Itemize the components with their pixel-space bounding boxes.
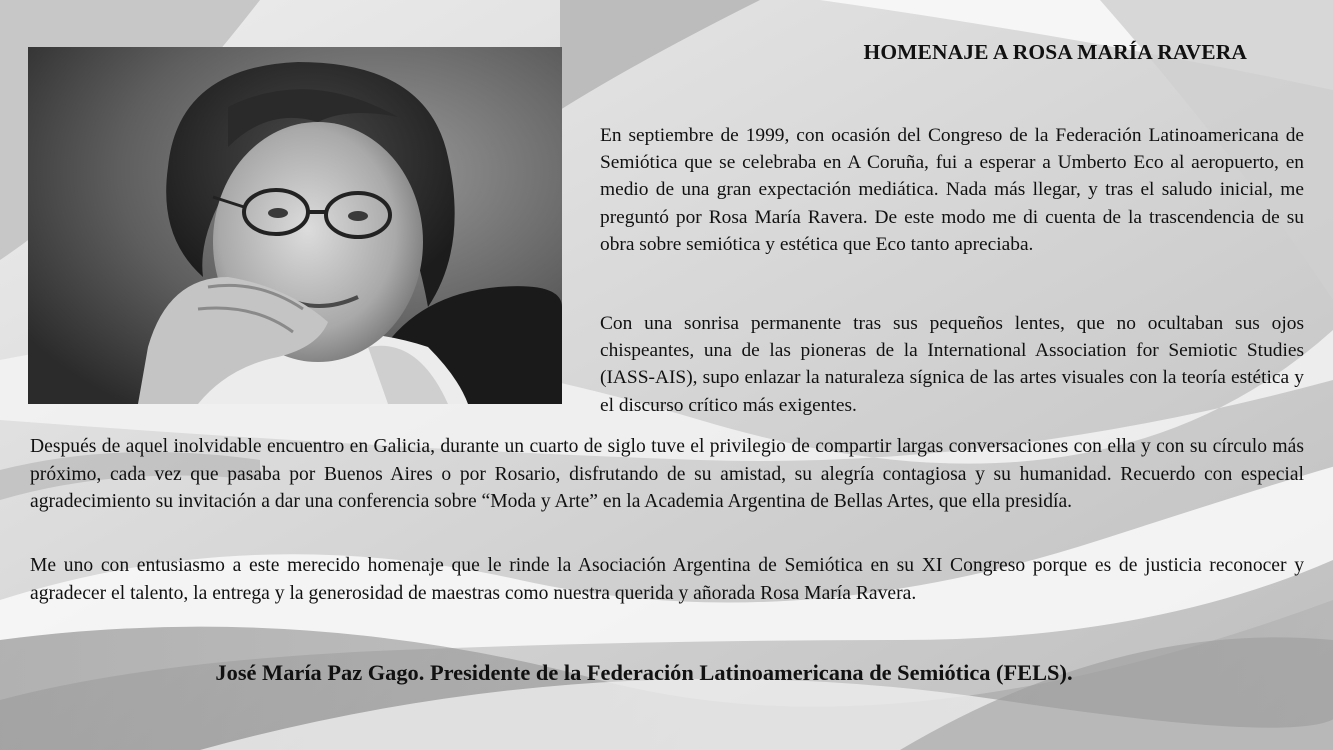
portrait-photo (28, 47, 562, 404)
portrait-illustration (28, 47, 562, 404)
paragraph-portrait: Con una sonrisa permanente tras sus pequeños lentes, que no ocultaban sus ojos chispeantes, una de las pioneras de la International Association for Semiotic Studies (IASS-AIS), supo enlazar la naturaleza sígnica de las artes visuales con la teoría estética y el discurso crítico más exigentes. (600, 313, 1304, 416)
paragraph-memories: Después de aquel inolvidable encuentro en Galicia, durante un cuarto de siglo tuve el privilegio de compartir largas conversaciones con ella y con su círculo más próximo, cada vez que pasaba por Buenos Aires o por Rosario, disfrutando de su amistad, su alegría contagiosa y su humanidad. Recuerdo con especial agradecimiento su invitación a dar una conferencia sobre “Moda y Arte” en la Academia Argentina de Bellas Artes, que ella presidía. (30, 436, 1304, 512)
author-signature: José María Paz Gago. Presidente de la Federación Latinoamericana de Semiótica (FELS). (215, 660, 1073, 685)
paragraph-homage: Me uno con entusiasmo a este merecido homenaje que le rinde la Asociación Argentina de Semiótica en su XI Congreso porque es de justicia reconocer y agradecer el talento, la entrega y la generosidad de maestras como nuestra querida y añorada Rosa María Ravera. (30, 555, 1304, 604)
paragraph-intro: En septiembre de 1999, con ocasión del Congreso de la Federación Latinoamericana de Semiótica que se celebraba en A Coruña, fui a esperar a Umberto Eco al aeropuerto, en medio de una gran expectación mediática. Nada más llegar, y tras el saludo inicial, me preguntó por Rosa María Ravera. De este modo me di cuenta de la trascendencia de su obra sobre semiótica y estética que Eco tanto apreciaba. (600, 125, 1304, 255)
page-title: HOMENAJE A ROSA MARÍA RAVERA (863, 40, 1247, 64)
